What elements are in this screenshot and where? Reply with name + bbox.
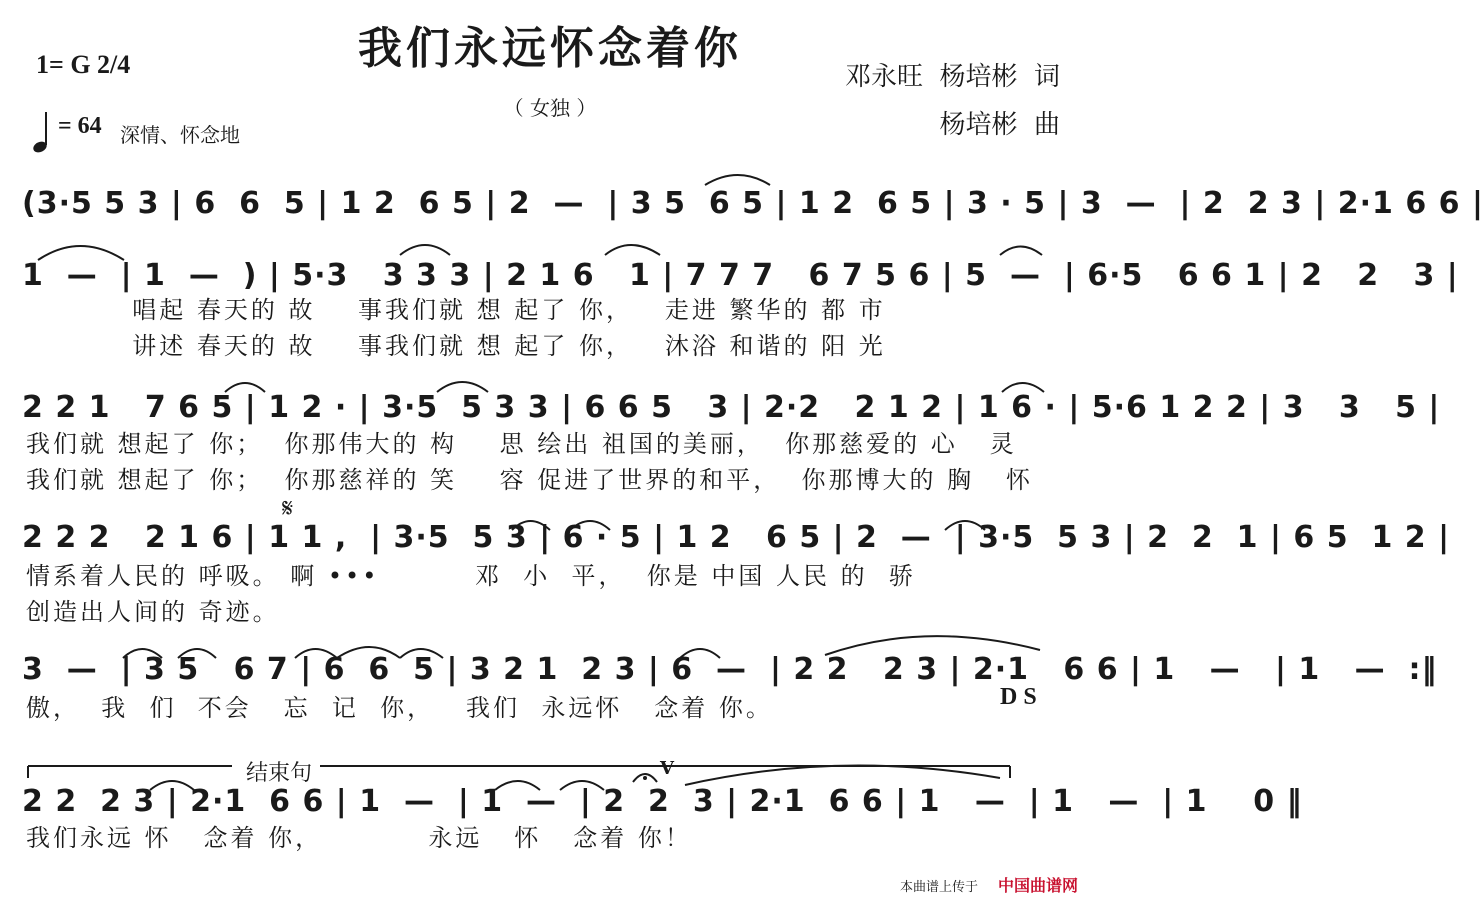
lyric-line-4-verse-1: 情系着人民的 呼吸。 啊 ••• 邓 小 平， 你是 中国 人民 的 骄 [26,562,916,590]
ending-label: 结束句 [240,756,318,787]
lyric-line-2-verse-1: 唱起 春天的 故 事我们就 想 起了 你， 走进 繁华的 都 市 [26,296,886,324]
lyricist-credit: 邓永旺 杨培彬 词 [844,62,1060,92]
segno-icon: 𝄋 [282,494,294,524]
breath-mark: V [660,758,674,779]
song-title: 我们永远怀念着你 [358,23,742,74]
notation-line-6: 2 2 2 3 | 2·1 6 6 | 1 — | 1 — | 2 2 3 | 2·1 6 6 | 1 — | 1 — | 1 0 ‖ [22,784,1303,819]
ending-bracket [28,766,1010,778]
notation-line-2: 1 — | 1 — ) | 5·3 3 3 3 | 2 1 6 1 | 7 7 7 6 7 5 6 | 5 — | 6·5 6 6 1 | 2 2 3 | [22,258,1459,293]
lyric-line-2-verse-2: 讲述 春天的 故 事我们就 想 起了 你， 沐浴 和谐的 阳 光 [26,332,886,360]
tempo-value: = 64 [58,113,102,139]
lyric-line-5: 傲， 我 们 不会 忘 记 你， 我们 永远怀 念着 你。 [26,694,773,722]
key-signature: 1= G 2/4 [36,50,131,79]
site-logo[interactable]: 中国曲谱网 [998,876,1079,895]
fermata-icon [633,774,657,782]
dal-segno-marking: D S [1000,684,1037,710]
footer-text: 本曲谱上传于 [900,880,979,895]
notation-line-3: 2 2 1 7 6 5 | 1 2 · | 3·5 5 3 3 | 6 6 5 3 | 2·2 2 1 2 | 1 6 · | 5·6 1 2 2 | 3 3 5 | [22,390,1441,425]
notation-line-5: 3 — | 3 5 6 7 | 6 6 5 | 3 2 1 2 3 | 6 — | 2 2 2 3 | 2·1 6 6 | 1 — | 1 — :‖ [22,652,1438,687]
lyric-line-4-verse-2: 创造出人间的 奇迹。 [26,598,280,626]
quarter-note-icon [32,112,49,154]
tempo-marking: 深情、怀念地 [120,123,240,147]
lyric-line-6: 我们永远 怀 念着 你， 永远 怀 念着 你！ [26,824,692,852]
lyric-line-3-verse-2: 我们就 想起了 你； 你那慈祥的 笑 容 促进了世界的和平， 你那博大的 胸 怀 [26,466,1034,494]
notation-line-4: 2 2 2 2 1 6 | 1 1 , | 3·5 5 3 | 6 · 5 | 1 2 6 5 | 2 — | 3·5 5 3 | 2 2 1 | 6 5 1 2 | [22,520,1451,555]
song-subtitle: （ 女独 ） [503,96,597,120]
composer-credit: 杨培彬 曲 [939,110,1060,140]
lyric-line-3-verse-1: 我们就 想起了 你； 你那伟大的 构 思 绘出 祖国的美丽， 你那慈爱的 心 灵 [26,430,1017,458]
notation-line-1: (3·5 5 3 | 6 6 5 | 1 2 6 5 | 2 — | 3 5 6 5 | 1 2 6 5 | 3 · 5 | 3 — | 2 2 3 | 2·1 6 6 | [22,186,1484,221]
